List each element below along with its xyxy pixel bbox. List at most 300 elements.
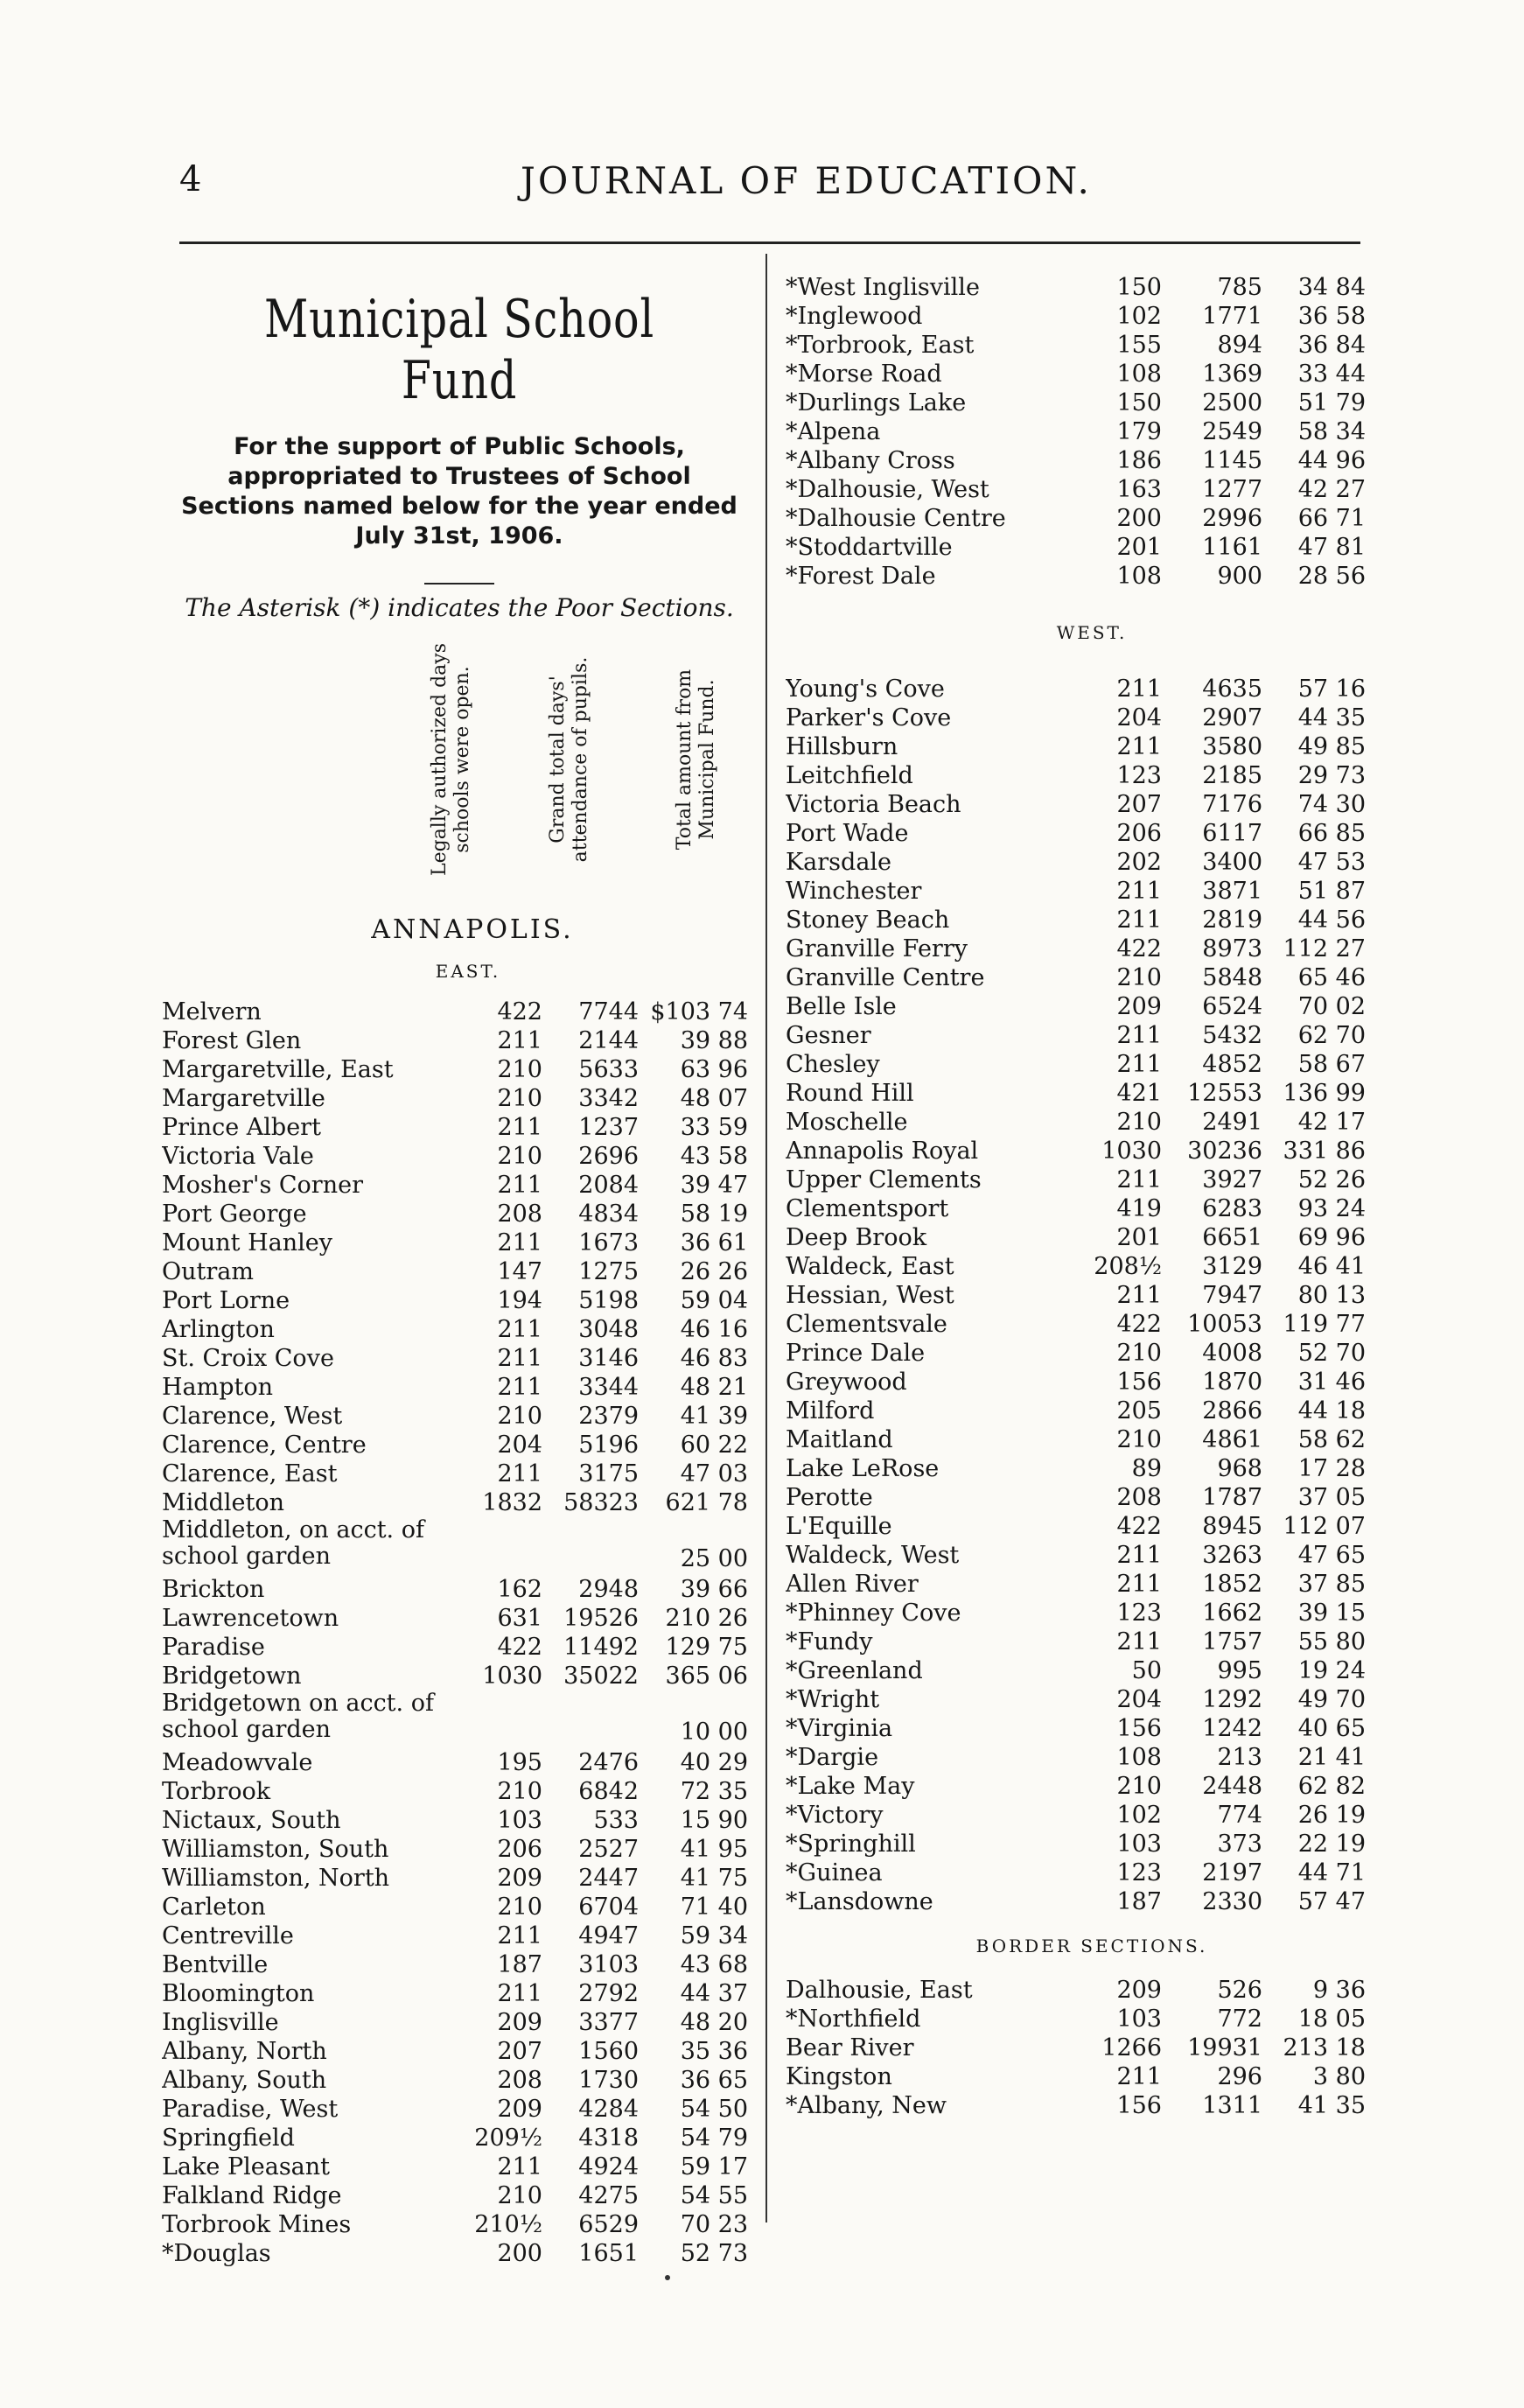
column-divider (765, 254, 767, 2222)
days-open: 103 (1116, 1830, 1162, 1858)
attendance-total: 4947 (578, 1922, 639, 1950)
section-name: Torbrook Mines (162, 2211, 352, 2238)
fund-amount: 35 36 (680, 2038, 748, 2065)
section-name: Centreville (162, 1922, 294, 1950)
table-row (786, 1656, 1381, 1685)
attendance-total: 900 (1217, 563, 1262, 590)
table-row (162, 1026, 757, 1055)
fund-amount: 48 20 (680, 2009, 748, 2036)
table-row (162, 1431, 757, 1460)
fund-amount: 31 46 (1297, 1368, 1366, 1396)
attendance-total: 4284 (578, 2096, 639, 2123)
attendance-total: 2476 (578, 1749, 639, 1776)
fund-amount: 34 84 (1297, 274, 1366, 301)
fund-amount: 19 24 (1297, 1657, 1366, 1684)
section-name: L'Equille (786, 1513, 892, 1540)
section-name: Chesley (786, 1051, 880, 1078)
section-name: Middleton (162, 1489, 284, 1516)
section-name: *Northfield (786, 2006, 921, 2033)
attendance-total: 968 (1217, 1455, 1262, 1482)
table-row (162, 2210, 757, 2239)
section-name: Margaretville (162, 1085, 325, 1112)
table-row (162, 1835, 757, 1864)
table-row (786, 1483, 1381, 1512)
days-open: 50 (1131, 1657, 1162, 1684)
days-open: 162 (497, 1576, 542, 1603)
fund-amount: 54 79 (680, 2124, 748, 2152)
table-row (162, 1286, 757, 1315)
table-row (786, 533, 1381, 562)
fund-amount: 52 70 (1297, 1340, 1366, 1367)
days-open (451, 1517, 542, 1575)
table-row (786, 360, 1381, 388)
table-row (162, 1690, 757, 1748)
attendance-total: 2866 (1202, 1397, 1262, 1424)
section-name: *Alpena (786, 418, 881, 445)
days-open: 209 (1116, 993, 1162, 1020)
fund-amount: 66 85 (1297, 820, 1366, 847)
section-name: *Albany Cross (786, 447, 955, 474)
attendance-total: 11492 (563, 1634, 639, 1661)
fund-amount: 44 35 (1297, 704, 1366, 732)
table-row (162, 998, 757, 1026)
table-row (786, 790, 1381, 819)
days-open: 210½ (474, 2211, 542, 2238)
table-row (786, 1396, 1381, 1425)
table-row (786, 1830, 1381, 1858)
table-row (162, 1893, 757, 1922)
fund-amount: 112 27 (1283, 935, 1366, 962)
section-name: Clementsvale (786, 1311, 947, 1338)
fund-amount: 59 34 (680, 1922, 748, 1950)
table-row (786, 819, 1381, 848)
section-name: Karsdale (786, 849, 892, 876)
days-open: 211 (1116, 1628, 1162, 1656)
fund-amount: 46 41 (1297, 1253, 1366, 1280)
table-row (162, 1748, 757, 1777)
section-name: Winchester (786, 878, 922, 905)
attendance-total: 3175 (578, 1460, 639, 1488)
section-name: Albany, North (162, 2038, 327, 2065)
days-open: 108 (1116, 360, 1162, 388)
fund-amount: 74 30 (1297, 791, 1366, 818)
attendance-total: 58323 (563, 1489, 639, 1516)
days-open: 210 (497, 2182, 542, 2209)
days-open: 201 (1116, 534, 1162, 561)
days-open: 204 (1116, 1686, 1162, 1713)
attendance-total: 3263 (1202, 1542, 1262, 1569)
table-row (162, 2124, 757, 2152)
days-open: 208 (1116, 1484, 1162, 1511)
attendance-total: 774 (1217, 1802, 1262, 1829)
attendance-total: 1237 (578, 1114, 639, 1141)
days-open: 419 (1116, 1195, 1162, 1222)
section-name: Greywood (786, 1368, 907, 1396)
fund-amount: 59 04 (680, 1287, 748, 1314)
days-open: 210 (497, 1778, 542, 1805)
days-open: 147 (497, 1258, 542, 1285)
attendance-total: 2792 (578, 1980, 639, 2007)
section-name: Nictaux, South (162, 1807, 341, 1834)
table-row (162, 1055, 757, 1084)
fund-amount: 41 35 (1297, 2092, 1366, 2119)
attendance-total: 5432 (1202, 1022, 1262, 1049)
section-name: Lake Pleasant (162, 2153, 331, 2180)
fund-amount: 129 75 (665, 1634, 748, 1661)
section-name: Perotte (786, 1484, 873, 1511)
days-open: 211 (1116, 906, 1162, 934)
fund-amount: 44 96 (1297, 447, 1366, 474)
attendance-total: 2144 (578, 1027, 639, 1054)
days-open: 102 (1116, 303, 1162, 330)
fund-amount: 47 03 (680, 1460, 748, 1488)
table-row (162, 1344, 757, 1373)
fund-amount: 331 86 (1283, 1138, 1366, 1165)
fund-amount: 213 18 (1283, 2034, 1366, 2062)
section-name: Clarence, West (162, 1403, 343, 1430)
attendance-total: 10053 (1187, 1311, 1262, 1338)
attendance-total: 5198 (578, 1287, 639, 1314)
section-name: Carleton (162, 1894, 266, 1921)
table-row (786, 417, 1381, 446)
days-open: 211 (497, 1027, 542, 1054)
fund-amount: 43 68 (680, 1951, 748, 1978)
attendance-total (542, 1517, 639, 1575)
attendance-total: 6117 (1202, 820, 1262, 847)
fund-amount: 28 56 (1297, 563, 1366, 590)
attendance-total: 1277 (1202, 476, 1262, 503)
table-row (162, 1373, 757, 1402)
days-open: 201 (1116, 1224, 1162, 1251)
attendance-total: 4318 (578, 2124, 639, 2152)
table-row (786, 2091, 1381, 2120)
table-row (786, 1281, 1381, 1310)
fund-amount: 40 65 (1297, 1715, 1366, 1742)
table-row (162, 1402, 757, 1431)
section-name: Forest Glen (162, 1027, 302, 1054)
table-row (786, 273, 1381, 302)
section-name: *Albany, New (786, 2092, 947, 2119)
section-name: Bentville (162, 1951, 269, 1978)
days-open: 200 (497, 2240, 542, 2267)
table-row (786, 1021, 1381, 1050)
fund-amount: 36 65 (680, 2067, 748, 2094)
attendance-total: 4924 (578, 2153, 639, 2180)
days-open: 211 (497, 1114, 542, 1141)
attendance-total: 6524 (1202, 993, 1262, 1020)
section-name: Port George (162, 1200, 307, 1228)
days-open: 631 (497, 1605, 542, 1632)
section-name: Margaretville, East (162, 1056, 394, 1083)
section-name: Clarence, Centre (162, 1432, 367, 1459)
days-open: 211 (1116, 1542, 1162, 1569)
section-name: Clementsport (786, 1195, 949, 1222)
days-open: 102 (1116, 1802, 1162, 1829)
attendance-total: 5196 (578, 1432, 639, 1459)
days-open: 150 (1116, 274, 1162, 301)
table-row (786, 1223, 1381, 1252)
table-row (162, 2008, 757, 2037)
days-open (451, 1690, 542, 1748)
days-open: 204 (1116, 704, 1162, 732)
section-name: *Victory (786, 1802, 884, 1829)
fund-amount: 70 02 (1297, 993, 1366, 1020)
attendance-total: 2185 (1202, 762, 1262, 789)
table-row (786, 906, 1381, 934)
days-open: 211 (497, 1374, 542, 1401)
fund-amount: 42 17 (1297, 1109, 1366, 1136)
attendance-total: 894 (1217, 332, 1262, 359)
attendance-total: 8945 (1202, 1513, 1262, 1540)
days-open: 422 (497, 1634, 542, 1661)
journal-title: JOURNAL OF EDUCATION. (521, 159, 1092, 202)
section-name: Clarence, East (162, 1460, 338, 1488)
fund-amount: 26 26 (680, 1258, 748, 1285)
fund-amount: 46 83 (680, 1345, 748, 1372)
attendance-total: 19931 (1187, 2034, 1262, 2062)
table-row (786, 1108, 1381, 1137)
fund-amount: $103 74 (650, 998, 748, 1026)
fund-amount: 36 84 (1297, 332, 1366, 359)
section-name: Belle Isle (786, 993, 897, 1020)
table-row (786, 302, 1381, 331)
fund-amount: 41 39 (680, 1403, 748, 1430)
days-open: 211 (1116, 878, 1162, 905)
days-open: 209 (497, 2009, 542, 2036)
amount-column-header: Total amount from Municipal Fund. (674, 668, 718, 850)
section-name: Victoria Beach (786, 791, 961, 818)
table-row (786, 331, 1381, 360)
section-name: *Greenland (786, 1657, 923, 1684)
attendance-total: 213 (1217, 1744, 1262, 1771)
section-name: Gesner (786, 1022, 871, 1049)
section-name: Williamston, South (162, 1836, 389, 1863)
days-open: 103 (1116, 2006, 1162, 2033)
section-name: *Lansdowne (786, 1888, 933, 1915)
days-open: 210 (1116, 1426, 1162, 1453)
days-open: 206 (1116, 820, 1162, 847)
table-row (162, 1517, 757, 1575)
table-row (786, 2005, 1381, 2034)
attendance-total: 4008 (1202, 1340, 1262, 1367)
days-open: 89 (1131, 1455, 1162, 1482)
section-name: *Wright (786, 1686, 880, 1713)
table-row (786, 1887, 1381, 1916)
west-table (786, 675, 1381, 1916)
days-open: 1832 (482, 1489, 542, 1516)
table-row (162, 1171, 757, 1200)
table-row (786, 2034, 1381, 2062)
attendance-total: 35022 (563, 1662, 639, 1690)
section-name: Hessian, West (786, 1282, 954, 1309)
days-open: 211 (497, 1316, 542, 1343)
table-row (786, 1512, 1381, 1541)
attendance-total: 1730 (578, 2067, 639, 2094)
section-name: *Guinea (786, 1859, 883, 1886)
section-name: *Durlings Lake (786, 389, 967, 416)
days-open: 108 (1116, 1744, 1162, 1771)
days-open: 205 (1116, 1397, 1162, 1424)
section-name: Melvern (162, 998, 262, 1026)
days-open: 108 (1116, 563, 1162, 590)
attendance-total: 5848 (1202, 964, 1262, 991)
attendance-total: 2084 (578, 1172, 639, 1199)
table-row (162, 1662, 757, 1690)
attendance-total: 6529 (578, 2211, 639, 2238)
attendance-total: 6283 (1202, 1195, 1262, 1222)
attendance-total: 2447 (578, 1865, 639, 1892)
days-open: 211 (497, 1229, 542, 1256)
fund-amount: 36 58 (1297, 303, 1366, 330)
attendance-total: 1275 (578, 1258, 639, 1285)
days-open: 208 (497, 1200, 542, 1228)
column-headers (162, 633, 757, 895)
attendance-total: 1369 (1202, 360, 1262, 388)
fund-amount: 21 41 (1297, 1744, 1366, 1771)
section-name: Hillsburn (786, 733, 898, 760)
fund-amount: 119 77 (1283, 1311, 1366, 1338)
section-name: *Torbrook, East (786, 332, 975, 359)
table-row (786, 1570, 1381, 1599)
attendance-total: 2448 (1202, 1773, 1262, 1800)
table-row (786, 848, 1381, 877)
section-name: *Springhill (786, 1830, 916, 1858)
days-open: 207 (1116, 791, 1162, 818)
days-open: 208½ (1094, 1253, 1162, 1280)
days-open: 422 (1116, 1513, 1162, 1540)
fund-amount: 58 19 (680, 1200, 748, 1228)
table-row (162, 1460, 757, 1488)
attendance-total: 3927 (1202, 1166, 1262, 1194)
attendance-total: 4861 (1202, 1426, 1262, 1453)
fund-amount: 93 24 (1297, 1195, 1366, 1222)
table-row (786, 1743, 1381, 1772)
days-open: 211 (497, 1980, 542, 2007)
border-heading: BORDER SECTIONS. (975, 1936, 1208, 1956)
table-row (162, 1142, 757, 1171)
section-name: Round Hill (786, 1080, 914, 1107)
section-name: *Dalhousie Centre (786, 505, 1006, 532)
fund-amount: 42 27 (1297, 476, 1366, 503)
section-name: Moschelle (786, 1109, 908, 1136)
table-row (162, 1950, 757, 1979)
table-row (162, 1806, 757, 1835)
days-open: 422 (1116, 935, 1162, 962)
days-open: 422 (1116, 1311, 1162, 1338)
fund-amount: 40 29 (680, 1749, 748, 1776)
county-heading: ANNAPOLIS. (371, 914, 574, 945)
attendance-total: 3146 (578, 1345, 639, 1372)
attendance-total: 2379 (578, 1403, 639, 1430)
fund-amount: 26 19 (1297, 1802, 1366, 1829)
section-name: Bear River (786, 2034, 914, 2062)
fund-amount: 3 80 (1312, 2063, 1366, 2090)
table-row (786, 1194, 1381, 1223)
fund-amount: 43 58 (680, 1143, 748, 1170)
table-row (786, 1772, 1381, 1801)
table-row (786, 1425, 1381, 1454)
table-row (162, 1777, 757, 1806)
table-row (786, 1137, 1381, 1166)
section-name: Prince Dale (786, 1340, 926, 1367)
section-name: Falkland Ridge (162, 2182, 342, 2209)
section-name: *Virginia (786, 1715, 893, 1742)
table-row (162, 1488, 757, 1517)
attendance-total: 3871 (1202, 878, 1262, 905)
fund-amount: 36 61 (680, 1229, 748, 1256)
fund-amount: 17 28 (1297, 1455, 1366, 1482)
attendance-total: 533 (593, 1807, 639, 1834)
attendance-total: 296 (1217, 2063, 1262, 2090)
table-row (786, 1252, 1381, 1281)
days-open: 211 (497, 1922, 542, 1950)
table-row (786, 1050, 1381, 1079)
days-open: 211 (1116, 1051, 1162, 1078)
fund-amount: 33 44 (1297, 360, 1366, 388)
table-row (786, 732, 1381, 761)
days-open: 195 (497, 1749, 542, 1776)
east-heading: EAST. (435, 961, 501, 982)
table-row (786, 562, 1381, 591)
section-name: Port Lorne (162, 1287, 290, 1314)
table-row (786, 1685, 1381, 1714)
days-open: 210 (497, 1894, 542, 1921)
attendance-total: 3580 (1202, 733, 1262, 760)
days-open: 207 (497, 2038, 542, 2065)
table-row (786, 1166, 1381, 1194)
section-name: Victoria Vale (162, 1143, 314, 1170)
fund-amount: 41 95 (680, 1836, 748, 1863)
section-name: Annapolis Royal (786, 1138, 979, 1165)
attendance-total: 2696 (578, 1143, 639, 1170)
days-open: 150 (1116, 389, 1162, 416)
section-name: Bloomington (162, 1980, 315, 2007)
table-row (162, 1228, 757, 1257)
attendance-total: 19526 (563, 1605, 639, 1632)
days-open: 123 (1116, 1859, 1162, 1886)
days-open: 204 (497, 1432, 542, 1459)
table-row (786, 1628, 1381, 1656)
table-row (786, 1599, 1381, 1628)
table-row (786, 475, 1381, 504)
section-name: Stoney Beach (786, 906, 950, 934)
days-open: 421 (1116, 1080, 1162, 1107)
west-heading: WEST. (1056, 622, 1128, 643)
section-name: *West Inglisville (786, 274, 980, 301)
fund-amount: 47 81 (1297, 534, 1366, 561)
table-row (786, 2062, 1381, 2091)
attendance-total: 3342 (578, 1085, 639, 1112)
days-open: 209 (497, 2096, 542, 2123)
fund-amount: 22 19 (1297, 1830, 1366, 1858)
fund-title: Municipal School Fund (263, 289, 655, 411)
table-row (162, 1633, 757, 1662)
table-row (162, 1979, 757, 2008)
fund-amount: 37 85 (1297, 1571, 1366, 1598)
section-name: Kingston (786, 2063, 892, 2090)
fund-amount: 25 00 (680, 1545, 748, 1572)
days-open: 209½ (474, 2124, 542, 2152)
attendance-total: 772 (1217, 2006, 1262, 2033)
days-open: 209 (1116, 1977, 1162, 2004)
section-name: Meadowvale (162, 1749, 313, 1776)
section-name: Dalhousie, East (786, 1977, 973, 2004)
attendance-total: 3129 (1202, 1253, 1262, 1280)
fund-amount: 44 56 (1297, 906, 1366, 934)
attendance-total: 3048 (578, 1316, 639, 1343)
days-open: 209 (497, 1865, 542, 1892)
days-open: 211 (497, 1460, 542, 1488)
